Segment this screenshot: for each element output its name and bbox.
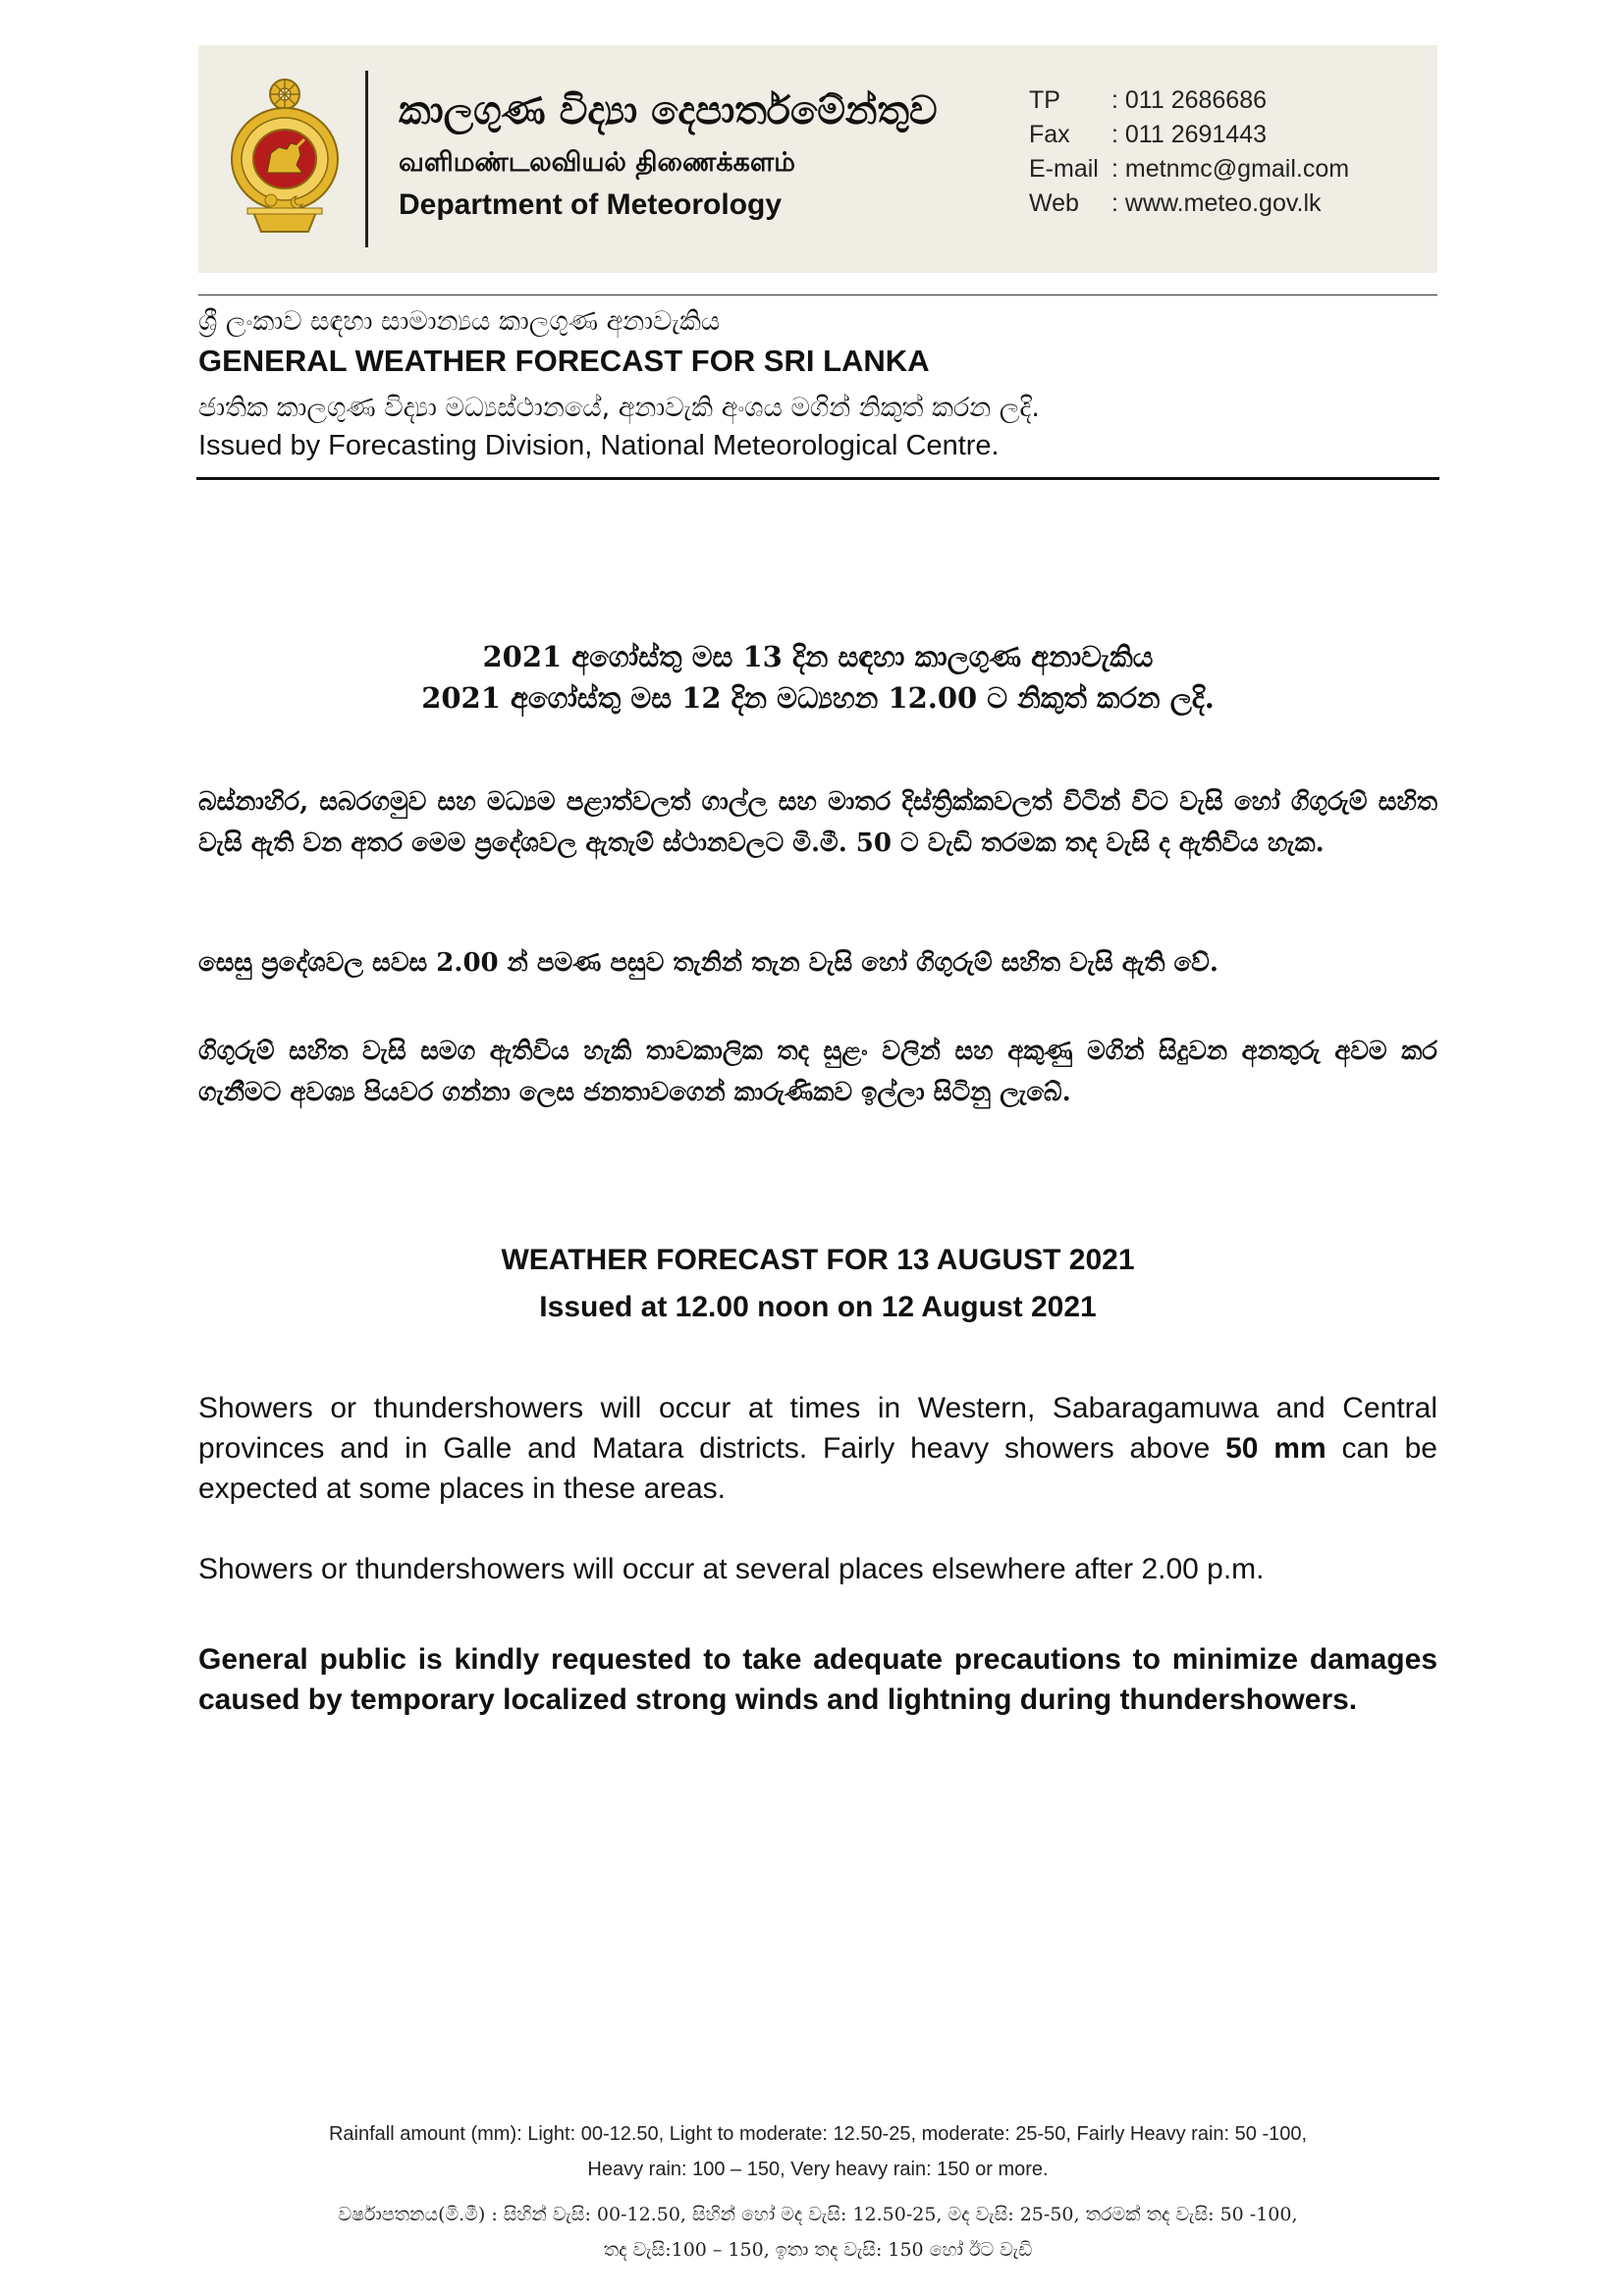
forecast-heading-sinhala-line2: 2021 අගෝස්තු මස 12 දින මධ්‍යහන 12.00 ට නිකුත් කරන ලදි. <box>421 681 1215 715</box>
forecast-heading-english-line2: Issued at 12.00 noon on 12 August 2021 <box>539 1291 1097 1323</box>
contact-value: : metnmc@gmail.com <box>1111 155 1350 183</box>
forecast-heading-sinhala-line1: 2021 අගෝස්තු මස 13 දින සඳහා කාලගුණ අනාවැකිය <box>482 640 1154 673</box>
paragraph-text: Showers or thundershowers will occur at times in Western, Sabaragamuwa and Central provinces and in Galle and Matara districts. Fairly heavy showers above <box>198 1392 1437 1465</box>
contact-block <box>1029 86 1349 224</box>
forecast-paragraph-english-2: Showers or thundershowers will occur at several places elsewhere after 2.00 p.m. <box>198 1553 1265 1585</box>
contact-value: : 011 2686686 <box>1111 86 1268 114</box>
contact-row-email <box>1029 155 1349 189</box>
rainfall-amount-highlight: 50 mm <box>1225 1432 1326 1465</box>
dept-name-tamil: வளிமண்டலவியல் திணைக்களம் <box>399 147 796 178</box>
rainfall-legend-english-line2: Heavy rain: 100 – 150, Very heavy rain: 150 or more. <box>587 2159 1049 2180</box>
contact-label: E-mail <box>1029 155 1099 183</box>
contact-value: : www.meteo.gov.lk <box>1111 189 1322 217</box>
letterhead <box>198 45 1437 273</box>
dept-name-sinhala: කාලගුණ විද්‍යා දෙපාර්තමේන්තුව <box>399 88 938 133</box>
rainfall-legend-sinhala <box>198 2197 1437 2268</box>
paragraph-text: can be expected at some places in these areas. <box>198 1432 1437 1505</box>
issued-by-sinhala: ජාතික කාලගුණ විද්‍යා මධ්‍යස්ථානයේ, අනාවැකි අංශය මගින් නිකුත් කරන ලදි. <box>198 393 1040 423</box>
contact-label: Fax <box>1029 121 1070 148</box>
header-divider <box>198 294 1437 295</box>
letterhead-divider <box>365 71 368 247</box>
issued-by-english: Issued by Forecasting Division, National Meteorological Centre. <box>198 430 1000 461</box>
contact-label: TP <box>1029 86 1060 114</box>
contact-row-phone <box>1029 86 1349 121</box>
title-english: GENERAL WEATHER FORECAST FOR SRI LANKA <box>198 344 930 378</box>
contact-row-web <box>1029 189 1349 224</box>
rainfall-legend-english-line1: Rainfall amount (mm): Light: 00-12.50, Light to moderate: 12.50-25, moderate: 25-50, Fairly Heavy rain: 50 -100, <box>328 2123 1308 2145</box>
forecast-paragraph-sinhala-2: සෙසු ප්‍රදේශවල සවස 2.00 න් පමණ පසුව තැනින් තැන වැසි හෝ ගිගුරුම් සහිත වැසි ඇති වේ. <box>198 948 1218 978</box>
forecast-heading-english-line1: WEATHER FORECAST FOR 13 AUGUST 2021 <box>501 1244 1135 1276</box>
forecast-advisory-english: General public is kindly requested to take adequate precautions to minimize damages caused by temporary localized strong winds and lightning during thundershowers. <box>198 1643 1437 1716</box>
forecast-paragraph-sinhala-3: ගිගුරුම් සහිත වැසි සමග ඇතිවිය හැකි තාවකාලික තද සුළං වලින් සහ අකුණු මගින් සිදුවන අනතුරු අවම කර ගැනීමට අවශ්‍ය පියවර ගන්නා ලෙස ජනතාවගෙන් කාරුණිකව ඉල්ලා සිටිනු ලැබේ. <box>198 1037 1437 1107</box>
rainfall-legend-sinhala-line1: වර්ෂාපතනය(මි.මී) : සිහින් වැසි: 00-12.50, සිහින් හෝ මද වැසි: 12.50-25, මද වැසි: 25-50, තරමක් තද වැසි: 50 -100, <box>338 2204 1298 2225</box>
title-divider <box>196 477 1439 480</box>
forecast-heading-english <box>198 1237 1437 1331</box>
forecast-paragraph-sinhala-1: බස්නාහිර, සබරගමුව සහ මධ්‍යම පළාත්වලත් ගාල්ල සහ මාතර දිස්ත්‍රික්කවලත් විටින් විට වැසි හෝ ගිගුරුම් සහිත වැසි ඇති වන අතර මෙම ප්‍රදේශවල ඇතැම් ස්ථානවලට මි.මී. 50 ට වැඩි තරමක තද වැසි ද ඇතිවිය හැක. <box>198 787 1437 858</box>
rainfall-legend-sinhala-line2: තද වැසි:100 – 150, ඉතා තද වැසි: 150 හෝ ඊට වැඩි <box>603 2239 1033 2261</box>
contact-row-fax <box>1029 121 1349 155</box>
forecast-heading-sinhala <box>198 636 1437 719</box>
contact-value: : 011 2691443 <box>1111 121 1268 148</box>
sri-lanka-emblem-icon <box>228 75 342 234</box>
title-sinhala: ශ්‍රී ලංකාව සඳහා සාමාන්‍යය කාලගුණ අනාවැකිය <box>198 306 721 337</box>
forecast-paragraph-english-1 <box>198 1388 1437 1509</box>
dept-name-english: Department of Meteorology <box>399 188 783 221</box>
rainfall-legend-english <box>198 2116 1437 2187</box>
contact-label: Web <box>1029 189 1079 217</box>
